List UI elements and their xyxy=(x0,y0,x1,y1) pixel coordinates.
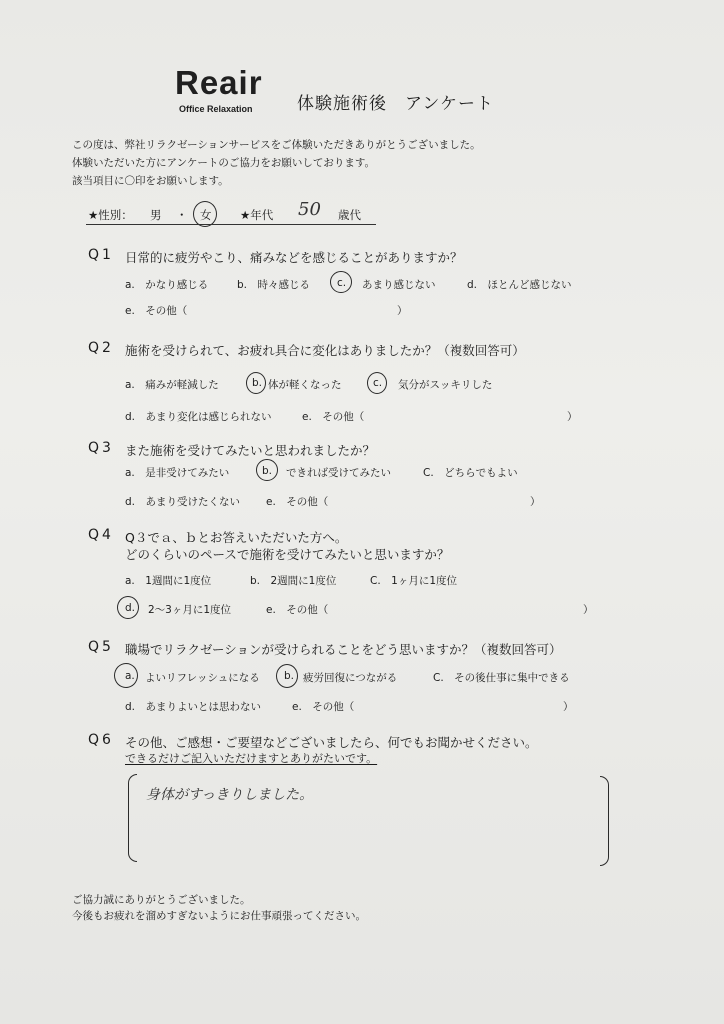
q6-answer-bracket-right xyxy=(600,776,609,866)
q3-option-e[interactable]: e. その他（ xyxy=(266,496,329,508)
age-value-handwritten[interactable]: 50 xyxy=(298,199,321,220)
q4-text-line-2: どのくらいのペースで施術を受けてみたいと思いますか？ xyxy=(125,547,450,562)
q3-option-b-text: できれば受けてみたい xyxy=(286,467,391,479)
q2-number: Q2 xyxy=(88,340,114,356)
gender-label: ★性別： xyxy=(88,208,133,222)
q5-option-e-close: ） xyxy=(563,701,574,713)
q2-option-d[interactable]: d. あまり変化は感じられない xyxy=(125,411,272,423)
q4-option-e-close: ） xyxy=(583,604,594,616)
q5-a-selection-circle xyxy=(114,663,138,688)
q5-b-selection-circle xyxy=(276,664,298,688)
q6-subtext: できるだけご記入いただけますとありがたいです。 xyxy=(125,752,378,765)
q2-b-selection-circle xyxy=(246,372,266,394)
q1-option-c-letter[interactable]: c. xyxy=(337,277,347,289)
intro-line-2: 体験いただいた方にアンケートのご協力をお願いしております。 xyxy=(72,157,376,169)
q1-option-d[interactable]: d. ほとんど感じない xyxy=(467,279,572,291)
q1-c-selection-circle xyxy=(330,271,352,293)
q2-option-e[interactable]: e. その他（ xyxy=(302,411,365,423)
q4-d-selection-circle xyxy=(117,596,139,619)
q1-option-a[interactable]: a. かなり感じる xyxy=(125,279,209,291)
intro-line-3: 該当項目に〇印をお願いします。 xyxy=(72,175,229,187)
gender-option-male[interactable]: 男 xyxy=(150,208,162,222)
q5-option-a-text: よいリフレッシュになる xyxy=(145,672,260,684)
q2-c-selection-circle xyxy=(367,372,387,394)
q2-option-b-text: 体が軽くなった xyxy=(268,379,342,391)
q4-option-d-letter[interactable]: d. xyxy=(125,602,136,614)
q3-option-e-close: ） xyxy=(530,496,541,508)
q1-number: Q1 xyxy=(88,247,114,263)
q6-number: Q6 xyxy=(88,732,114,748)
q4-option-d-text: 2～3ヶ月に1度位 xyxy=(148,604,232,616)
q2-option-e-close: ） xyxy=(567,411,578,423)
q4-text-line-1: Q３でａ、ｂとお答えいただいた方へ。 xyxy=(125,530,348,545)
q3-option-a[interactable]: a. 是非受けてみたい xyxy=(125,467,230,479)
q1-option-c-text: あまり感じない xyxy=(362,279,436,291)
q5-option-e[interactable]: e. その他（ xyxy=(292,701,355,713)
intro-line-1: この度は、弊社リラクゼーションサービスをご体験いただきありがとうございました。 xyxy=(72,139,481,151)
q6-answer-handwritten[interactable]: 身体がすっきりしました。 xyxy=(146,787,314,803)
q2-option-c-letter[interactable]: c. xyxy=(373,377,383,389)
q4-option-a[interactable]: a. 1週間に1度位 xyxy=(125,575,212,587)
q5-option-a-letter[interactable]: a. xyxy=(125,670,135,682)
q5-text: 職場でリラクゼーションが受けられることをどう思いますか？（複数回答可） xyxy=(125,642,562,657)
q3-number: Q3 xyxy=(88,440,114,456)
q5-number: Q5 xyxy=(88,639,114,655)
q4-option-b[interactable]: b. 2週間に1度位 xyxy=(250,575,337,587)
footer-line-1: ご協力誠にありがとうございました。 xyxy=(72,894,251,906)
q2-option-b-letter[interactable]: b. xyxy=(252,377,263,389)
gender-separator: ・ xyxy=(176,208,188,222)
q3-option-d[interactable]: d. あまり受けたくない xyxy=(125,496,241,508)
q2-option-a[interactable]: a. 痛みが軽減した xyxy=(125,379,219,391)
q4-option-c[interactable]: C. 1ヶ月に1度位 xyxy=(370,575,458,587)
q5-option-b-text: 疲労回復につながる xyxy=(303,672,398,684)
respondent-underline xyxy=(86,224,376,225)
page-title: 体験施術後 アンケート xyxy=(297,94,494,114)
q3-text: また施術を受けてみたいと思われましたか？ xyxy=(125,443,376,458)
q4-number: Q4 xyxy=(88,527,114,543)
q5-option-c[interactable]: C. その後仕事に集中できる xyxy=(433,672,570,684)
q6-text: その他、ご感想・ご要望などございましたら、何でもお聞かせください。 xyxy=(125,735,538,750)
q3-option-b-letter[interactable]: b. xyxy=(262,465,273,477)
brand-logo: Reair xyxy=(175,64,263,101)
q2-text: 施術を受けられて、お疲れ具合に変化はありましたか？（複数回答可） xyxy=(125,343,525,358)
q1-option-b[interactable]: b. 時々感じる xyxy=(237,279,311,291)
brand-tagline: Office Relaxation xyxy=(179,104,253,114)
q6-answer-bracket-left xyxy=(128,774,137,862)
gender-option-female[interactable]: 女 xyxy=(200,208,212,222)
q1-text: 日常的に疲労やこり、痛みなどを感じることがありますか？ xyxy=(125,250,463,265)
q2-option-c-text: 気分がスッキリした xyxy=(398,379,493,391)
q5-option-d[interactable]: d. あまりよいとは思わない xyxy=(125,701,262,713)
q4-option-e[interactable]: e. その他（ xyxy=(266,604,329,616)
q5-option-b-letter[interactable]: b. xyxy=(284,670,295,682)
age-suffix: 歳代 xyxy=(338,208,361,222)
q1-option-e[interactable]: e. その他（ xyxy=(125,305,188,317)
q1-option-e-close: ） xyxy=(397,305,408,317)
age-label: ★年代 xyxy=(240,208,274,222)
footer-line-2: 今後もお疲れを溜めすぎないようにお仕事頑張ってください。 xyxy=(72,910,366,922)
q3-b-selection-circle xyxy=(256,459,278,481)
q3-option-c[interactable]: C. どちらでもよい xyxy=(423,467,518,479)
